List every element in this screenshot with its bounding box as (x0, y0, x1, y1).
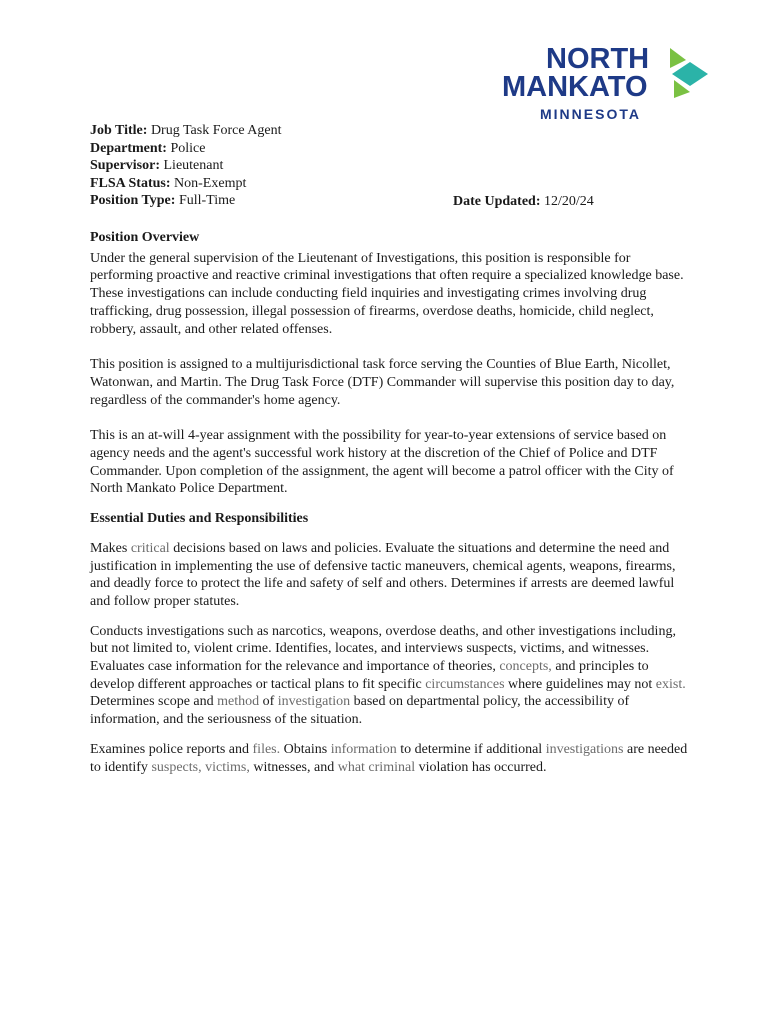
duty-paragraph-3 (90, 741, 690, 776)
job-title-row (90, 122, 650, 140)
position-overview-heading: Position Overview (90, 230, 200, 245)
duty-paragraph-1 (90, 540, 690, 611)
duty-3-text-e: to determine if additional (396, 741, 546, 757)
duty-1-text-a: Makes (90, 540, 131, 556)
chevron-mark-icon (668, 46, 714, 100)
duty-2-text-e: where guidelines may not (504, 676, 656, 692)
department-value: Police (166, 140, 206, 156)
duty-3-text-g: are needed to identify (90, 741, 688, 775)
duty-3-text-c: Obtains (280, 741, 331, 757)
essential-duties-heading: Essential Duties and Responsibilities (90, 511, 309, 527)
duty-2-text-a: Conducts investigations such as narcotics, weapons, overdose deaths, and other investigations including, but not limited to, violent crime. Identifies, locates, and interviews suspects, victims, and witnesses. Evaluates case information for the relevance and importance of theories, (90, 623, 676, 675)
date-updated-value: 12/20/24 (540, 194, 594, 209)
department-row (90, 140, 650, 158)
north-mankato-logo (500, 44, 715, 124)
flsa-label: FLSA Status: (90, 175, 171, 191)
duty-2-text-d: circumstances (425, 676, 505, 692)
duty-3-text-f: investigations (545, 741, 624, 757)
duty-2-text-c: and principles to develop different approaches or tactical plans to fit specific (90, 659, 649, 692)
department-label: Department: (90, 140, 167, 156)
supervisor-value: Lieutenant (160, 158, 224, 174)
duty-1-text-b: critical (130, 540, 170, 556)
duty-2-text-j: investigation (277, 694, 351, 710)
logo-text-minnesota: MINNESOTA (540, 106, 641, 122)
job-title-label: Job Title: (90, 123, 148, 138)
overview-paragraph-1: Under the general supervision of the Lieutenant of Investigations, this position is responsible for performing proactive and reactive criminal investigations that often require a specialized knowledge base. These investigations can include conducting field inquiries and investigating crimes involving drug trafficking, drug possession, illegal possession of firearms, overdose deaths, homicide, child neglect, robbery, assault, and other related offenses. (90, 250, 684, 337)
flsa-row (90, 175, 650, 193)
date-updated (453, 193, 594, 211)
duty-2-text-k: based on departmental policy, the accessibility of information, and the seriousness of the situation. (90, 694, 630, 728)
duty-2-text-i: of (259, 694, 278, 710)
job-title-value: Drug Task Force Agent (147, 123, 282, 138)
duty-1-text-c: decisions based on laws and policies. Evaluate the situations and determine the need and justification in implementing the use of defensive tactic maneuvers, chemical agents, weapons, firearms, and deadly force to protect the life and safety of self and others. Determines if arrests are deemed lawful and follow proper statutes. (90, 540, 676, 609)
overview-paragraph-3: This is an at-will 4-year assignment with the possibility for year-to-year extensions of service based on agency needs and the agent's successful work history at the discretion of the Chief of Police and DTF Commander. Upon completion of the assignment, the agent will become a patrol officer with the City of North Mankato Police Department. (90, 428, 674, 497)
document-body (90, 229, 690, 794)
duty-3-text-i: witnesses, and (249, 759, 338, 775)
duty-paragraph-2 (90, 623, 690, 729)
duty-3-text-k: violation has occurred. (415, 759, 547, 775)
duty-3-text-d: information (330, 741, 397, 757)
duty-3-text-b: files. (252, 741, 281, 757)
duty-2-text-g: Determines scope and (90, 694, 218, 710)
position-type-value: Full-Time (175, 193, 236, 209)
overview-paragraph-2: This position is assigned to a multijurisdictional task force serving the Counties of Blue Earth, Nicollet, Watonwan, and Martin. The Drug Task Force (DTF) Commander will supervise this position day to day, regardless of the commander's home agency. (90, 357, 675, 408)
logo-text-north: NORTH (546, 43, 650, 75)
duty-2-text-b: concepts, (499, 659, 552, 675)
supervisor-label: Supervisor: (90, 158, 160, 174)
date-updated-label: Date Updated: (453, 194, 541, 209)
duty-2-text-h: method (217, 694, 260, 710)
duty-3-text-j: what criminal (337, 759, 416, 775)
duty-3-text-a: Examines police reports and (90, 741, 253, 757)
position-type-label: Position Type: (90, 193, 176, 209)
duty-2-text-f: exist. (655, 676, 686, 692)
logo-text-mankato: MANKATO (502, 71, 648, 103)
flsa-value: Non-Exempt (170, 175, 247, 191)
duty-3-text-h: suspects, victims, (151, 759, 250, 775)
supervisor-row (90, 157, 650, 175)
